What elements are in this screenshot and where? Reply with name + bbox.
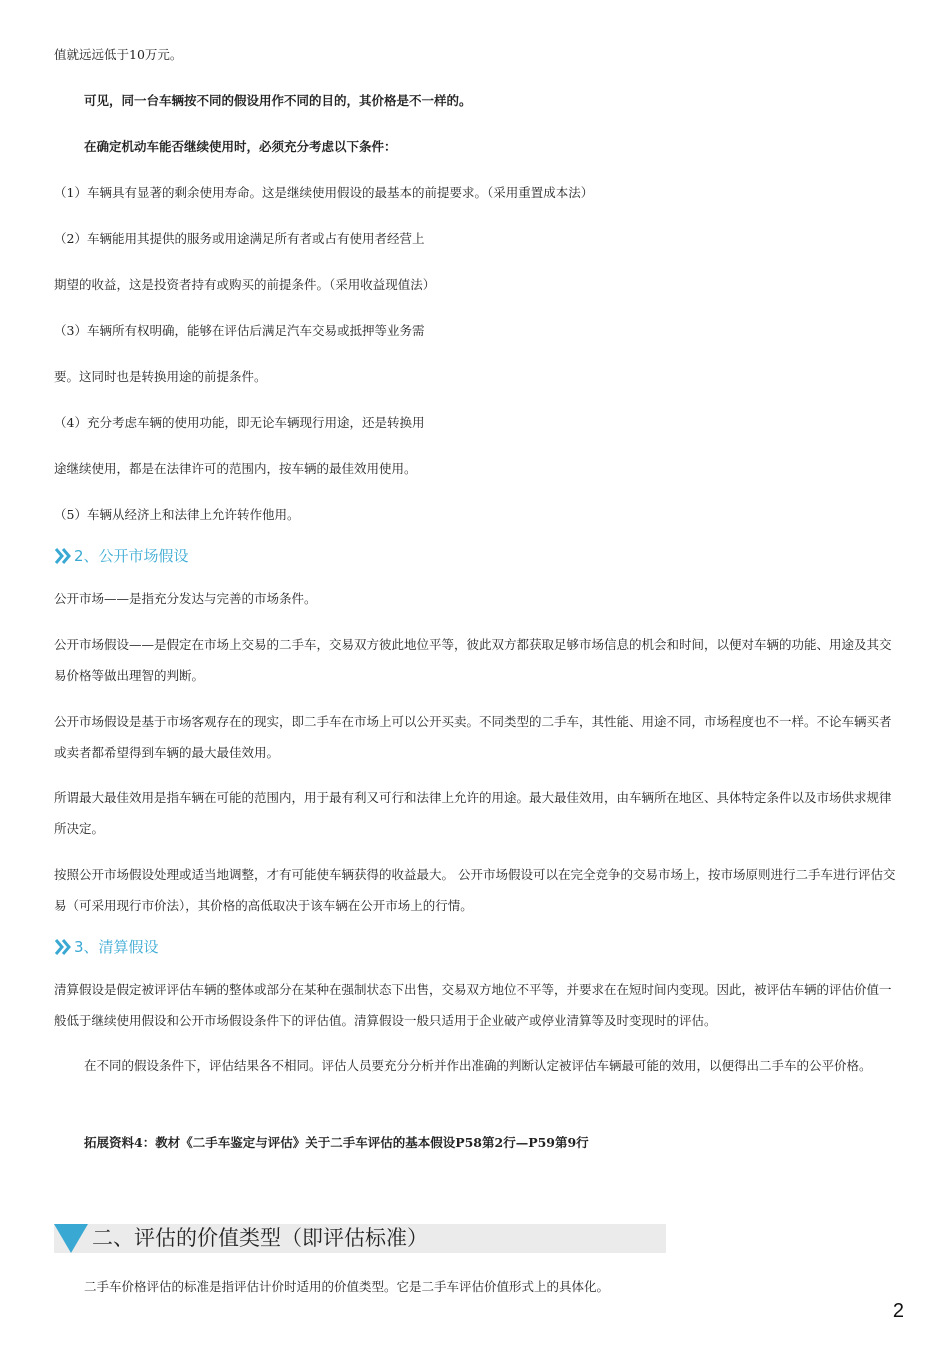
paragraph: 按照公开市场假设处理或适当地调整，才有可能使车辆获得的收益最大。 公开市场假设可以在完全竞争的交易市场上，按市场原则进行二手车进行评估交易（可采用现行市价法），其价格的高低取决于该车辆在公开市场上的行情。 — [54, 867, 896, 913]
paragraph: 公开市场假设——是假定在市场上交易的二手车，交易双方彼此地位平等，彼此双方都获取足够市场信息的机会和时间，以便对车辆的功能、用途及其交易价格等做出理智的判断。 — [54, 637, 892, 683]
paragraph-line: 值就远远低于10万元。 — [54, 47, 183, 62]
subheading-open-market — [54, 545, 189, 567]
paragraph-line: 要。这同时也是转换用途的前提条件。 — [54, 369, 267, 384]
paragraph-line: 在确定机动车能否继续使用时，必须充分考虑以下条件： — [84, 139, 397, 154]
paragraph-line: 可见，同一台车辆按不同的假设用作不同的目的，其价格是不一样的。 — [84, 93, 472, 108]
condition-item: （5）车辆从经济上和法律上允许转作他用。 — [54, 507, 300, 522]
double-chevron-icon — [54, 938, 72, 956]
subheading-liquidation — [54, 936, 159, 958]
paragraph: 公开市场——是指充分发达与完善的市场条件。 — [54, 591, 317, 606]
reference-note: 拓展资料4：教材《二手车鉴定与评估》关于二手车评估的基本假设P58第2行—P59第9行 — [84, 1135, 589, 1150]
paragraph-line: 途继续使用，都是在法律许可的范围内，按车辆的最佳效用使用。 — [54, 461, 417, 476]
subheading-text: 2、公开市场假设 — [74, 547, 189, 565]
double-chevron-icon — [54, 547, 72, 565]
condition-item: （2）车辆能用其提供的服务或用途满足所有者或占有使用者经营上 — [54, 231, 425, 246]
triangle-icon — [54, 1224, 88, 1253]
page-number: 2 — [892, 1300, 904, 1322]
paragraph-line: 期望的收益，这是投资者持有或购买的前提条件。（采用收益现值法） — [54, 277, 436, 292]
paragraph: 在不同的假设条件下，评估结果各不相同。评估人员要充分分析并作出准确的判断认定被评估车辆最可能的效用，以便得出二手车的公平价格。 — [84, 1058, 872, 1073]
paragraph: 所谓最大最佳效用是指车辆在可能的范围内，用于最有利又可行和法律上允许的用途。最大最佳效用，由车辆所在地区、具体特定条件以及市场供求规律所决定。 — [54, 790, 892, 836]
paragraph: 公开市场假设是基于市场客观存在的现实，即二手车在市场上可以公开买卖。不同类型的二手车，其性能、用途不同，市场程度也不一样。不论车辆买者或卖者都希望得到车辆的最大最佳效用。 — [54, 714, 892, 760]
condition-item: （1）车辆具有显著的剩余使用寿命。这是继续使用假设的最基本的前提要求。（采用重置成本法） — [54, 185, 594, 200]
paragraph: 清算假设是假定被评评估车辆的整体或部分在某种在强制状态下出售，交易双方地位不平等，并要求在在短时间内变现。因此，被评估车辆的评估价值一般低于继续使用假设和公开市场假设条件下的评估值。清算假设一般只适用于企业破产或停业清算等及时变现时的评估。 — [54, 982, 892, 1028]
condition-item: （4）充分考虑车辆的使用功能，即无论车辆现行用途，还是转换用 — [54, 415, 425, 430]
condition-item: （3）车辆所有权明确，能够在评估后满足汽车交易或抵押等业务需 — [54, 323, 425, 338]
subheading-text: 3、清算假设 — [74, 938, 159, 956]
section-title: 二、评估的价值类型（即评估标准） — [92, 1226, 428, 1250]
paragraph-line: 二手车价格评估的标准是指评估计价时适用的价值类型。它是二手车评估价值形式上的具体化。 — [84, 1279, 610, 1294]
